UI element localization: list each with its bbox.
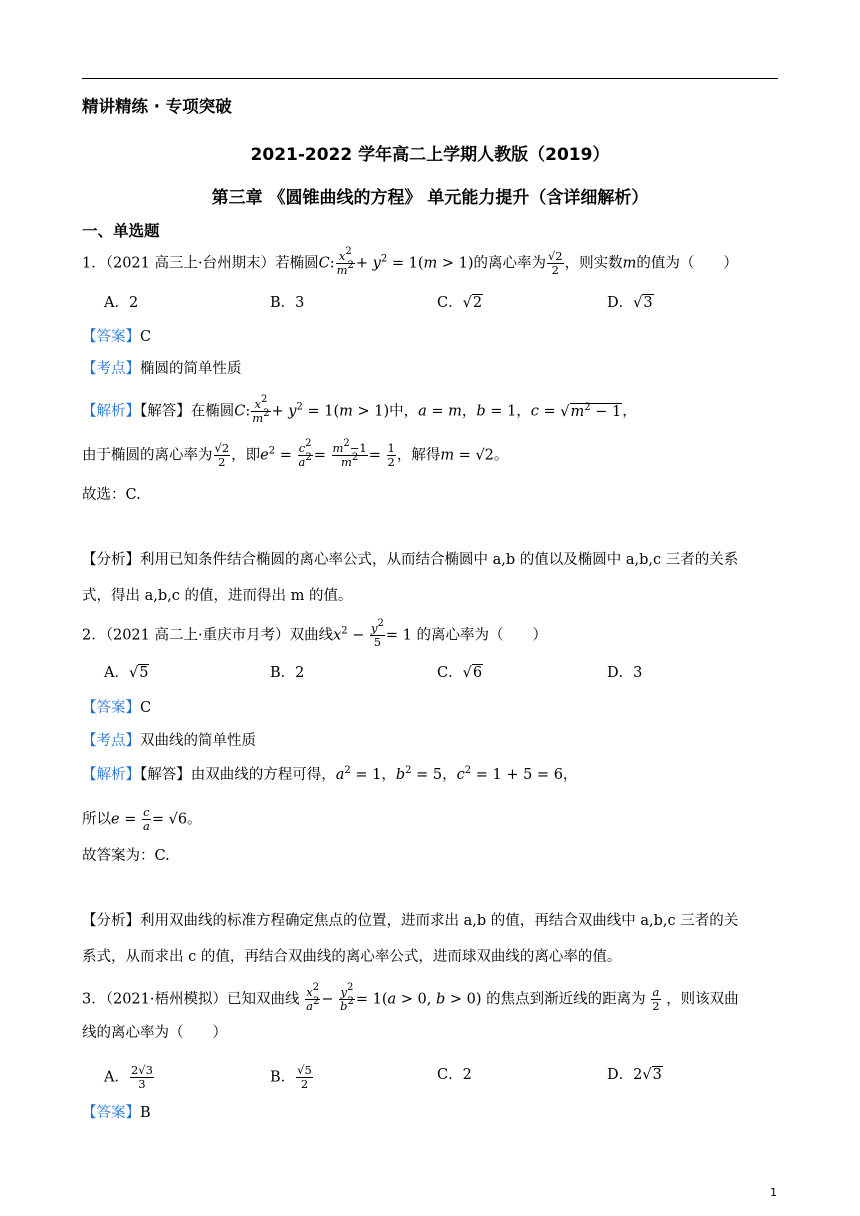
q1-option-a: A．2 [104, 295, 139, 311]
q2-answer: 【答案】C [82, 700, 152, 716]
q2-solution-line-1: 【解析】【解答】由双曲线的方程可得，$a^2 = 1$，$b^2 = 5$，$c^2 = 1 + 5 = 6$， [82, 765, 578, 783]
q3-option-c: C．2 [437, 1067, 472, 1083]
q2-option-b: B．2 [270, 665, 305, 681]
q1-option-b: B．3 [270, 295, 305, 311]
q1-analysis-line-1: 【分析】利用已知条件结合椭圆的离心率公式，从而结合椭圆中 a,b 的值以及椭圆中 a,b,c 三者的关系 [82, 552, 739, 568]
q2-stem: 2．（2021 高二上·重庆市月考）双曲线$x^2$ − $\frac{y^2}{5}$ = 1 的离心率为（ ） [82, 618, 547, 649]
title-line-2: 第三章 《圆锥曲线的方程》 单元能力提升（含详细解析） [211, 188, 649, 208]
section-heading: 一、单选题 [82, 222, 160, 240]
q1-option-d: D．√3 [607, 295, 653, 311]
q3-stem-line-2: 线的离心率为（ ） [82, 1025, 227, 1041]
q2-solution-line-2: 所以e = $\frac{c}{a}$ = √6。 [82, 805, 202, 833]
q2-option-d: D．3 [607, 665, 643, 681]
header-label: 精讲精练 · 专项突破 [82, 97, 232, 116]
q2-analysis-line-2: 系式，从而求出 c 的值，再结合双曲线的离心率公式，进而球双曲线的离心率的值。 [82, 949, 622, 965]
q3-option-a: A． $\frac{2√3}{3}$ [104, 1063, 153, 1091]
q2-analysis-line-1: 【分析】利用双曲线的标准方程确定焦点的位置，进而求出 a,b 的值，再结合双曲线中 a,b,c 三者的关 [82, 913, 739, 929]
title-line-1: 2021-2022 学年高二上学期人教版（2019） [250, 145, 610, 165]
q3-answer: 【答案】B [82, 1105, 151, 1121]
q1-solution-line-2: 由于椭圆的离心率为 $\frac{√2}{2}$ ，即$e^2$ = $\frac{c^2}{a^2}$ = $\frac{m^2-1}{m^2}$ = $\frac{1}{2}$ ，解得m = √2。 [82, 438, 509, 469]
q1-stem: 1．（2021 高三上·台州期末）若椭圆C: $\frac{x^2}{m^2}$ + $y^2 = 1(m > 1)$的离心率为 $\frac{√2}{2}$ ，则实数m的值为（ ） [82, 246, 738, 277]
q1-answer: 【答案】C [82, 329, 152, 345]
q3-option-d: D．2√3 [607, 1067, 662, 1083]
q3-option-b: B． $\frac{√5}{2}$ [270, 1063, 312, 1091]
q3-stem-line-1: 3．（2021·梧州模拟）已知双曲线 $\frac{x^2}{a^2}$ − $\frac{y^2}{b^2}$ = 1(a > 0, b > 0) 的焦点到渐近线的距离为 $\frac{a}{2}$ ，则该双曲 [82, 982, 739, 1013]
q1-analysis-line-2: 式，得出 a,b,c 的值，进而得出 m 的值。 [82, 588, 353, 604]
q2-point: 【考点】双曲线的简单性质 [82, 733, 256, 749]
q2-choose: 故答案为：C. [82, 848, 170, 864]
q1-solution-line-1: 【解析】【解答】在椭圆C: $\frac{x^2}{m^2}$ + $y^2 = 1(m > 1)$中，a = m，b = 1，$c = √m^2 - 1$， [82, 394, 637, 425]
q1-option-c: C．√2 [437, 295, 483, 311]
header-rule [82, 78, 778, 79]
page-number: 1 [770, 1186, 777, 1199]
q1-point: 【考点】椭圆的简单性质 [82, 361, 242, 377]
q2-option-a: A．√5 [104, 665, 149, 681]
q1-choose: 故选：C. [82, 487, 141, 503]
q2-option-c: C．√6 [437, 665, 483, 681]
